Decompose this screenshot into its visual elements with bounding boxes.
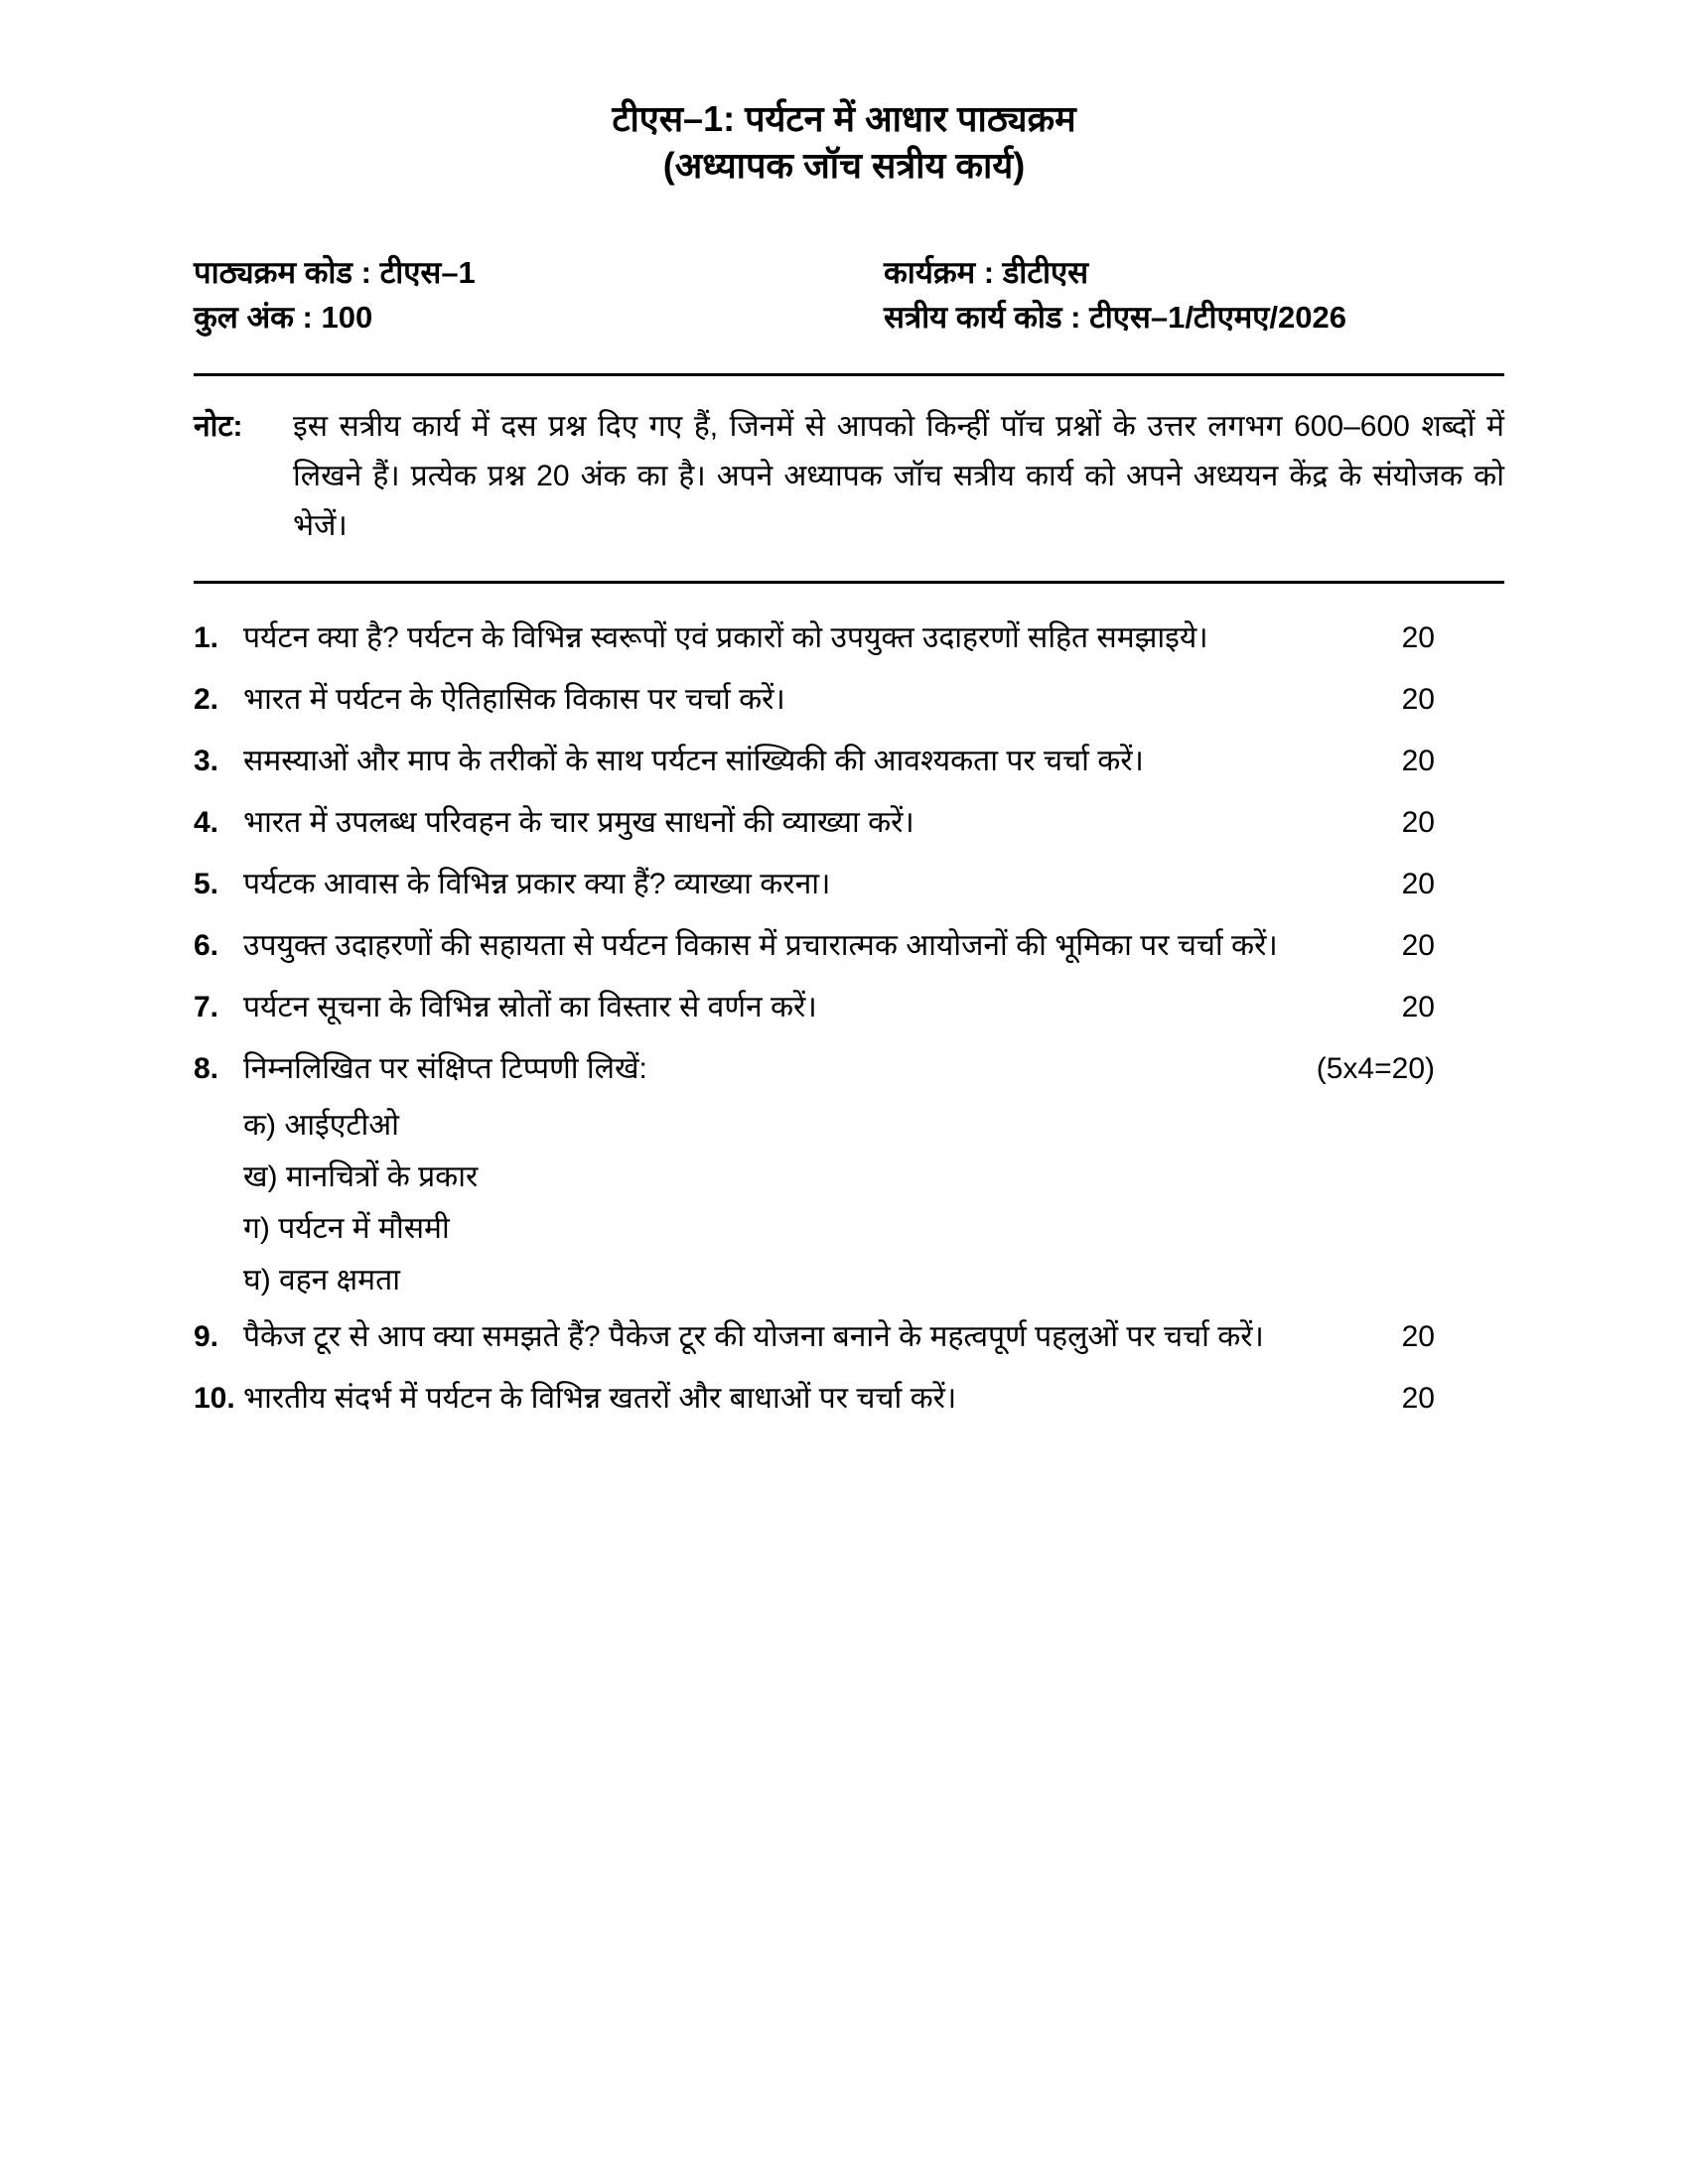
question-text: उपयुक्त उदाहरणों की सहायता से पर्यटन विकास में प्रचारात्मक आयोजनों की भूमिका पर चर्चा करें। <box>243 929 1278 962</box>
question-subitem: ख) मानचित्रों के प्रकार <box>243 1160 479 1193</box>
question-marks: 20 <box>1401 621 1435 654</box>
question-marks: 20 <box>1401 806 1435 839</box>
question-body <box>243 977 1504 1038</box>
divider-bottom <box>194 581 1504 584</box>
course-code: पाठ्यक्रम कोड : टीएस–1 <box>194 255 476 290</box>
question-marks: 20 <box>1401 1320 1435 1353</box>
question-body <box>243 731 1504 792</box>
question-subitems <box>243 1100 1410 1306</box>
question-text: समस्याओं और माप के तरीकों के साथ पर्यटन सांख्यिकी की आवश्यकता पर चर्चा करें। <box>243 745 1144 777</box>
question-number: 10. <box>194 1382 235 1415</box>
question-marks: 20 <box>1401 1382 1435 1415</box>
question-row <box>194 915 1504 977</box>
question-text: भारतीय संदर्भ में पर्यटन के विभिन्न खतरों और बाधाओं पर चर्चा करें। <box>243 1382 957 1415</box>
title-line-2: (अध्यापक जॉच सत्रीय कार्य) <box>662 145 1026 186</box>
question-body <box>243 1038 1504 1306</box>
question-row <box>194 854 1504 915</box>
divider-top <box>194 373 1504 376</box>
question-body <box>243 608 1504 669</box>
question-text: भारत में उपलब्ध परिवहन के चार प्रमुख साधनों की व्याख्या करें। <box>243 806 914 839</box>
assignment-code: सत्रीय कार्य कोड : टीएस–1/टीएमए/2026 <box>884 300 1346 335</box>
question-text: पैकेज टूर से आप क्या समझते हैं? पैकेज टूर की योजना बनाने के महत्वपूर्ण पहलुओं पर चर्चा करें। <box>243 1320 1264 1353</box>
assignment-meta <box>194 250 1504 340</box>
meta-right-column <box>884 250 1504 340</box>
question-marks: 20 <box>1401 929 1435 962</box>
question-number: 8. <box>194 1052 219 1085</box>
question-number: 6. <box>194 929 219 962</box>
question-row <box>194 608 1504 669</box>
document-title <box>0 0 1688 189</box>
note-block <box>194 402 1504 551</box>
note-label: नोट: <box>194 410 243 443</box>
question-list <box>194 608 1504 1430</box>
meta-left-column <box>194 250 476 340</box>
title-line-1: टीएस–1: पर्यटन में आधार पाठ्यक्रम <box>612 98 1076 139</box>
question-text: निम्नलिखित पर संक्षिप्त टिप्पणी लिखें: <box>243 1052 647 1085</box>
question-row <box>194 1368 1504 1430</box>
question-row <box>194 669 1504 731</box>
question-marks: (5x4=20) <box>1316 1052 1435 1085</box>
question-row <box>194 1038 1504 1306</box>
question-number: 9. <box>194 1320 219 1353</box>
note-text: इस सत्रीय कार्य में दस प्रश्न दिए गए हैं, जिनमें से आपको किन्हीं पॉच प्रश्नों के उत्तर लगभग 600–600 शब्दों में लिखने हैं। प्रत्येक प्रश्न 20 अंक का है। अपने अध्यापक जॉच सत्रीय कार्य को अपने अध्ययन केंद्र के संयोजक को भेजें। <box>293 410 1504 542</box>
question-subitem: क) आईएटीओ <box>243 1109 399 1142</box>
question-subitem: ग) पर्यटन में मौसमी <box>243 1212 450 1245</box>
question-text: पर्यटक आवास के विभिन्न प्रकार क्या हैं? व्याख्या करना। <box>243 868 831 900</box>
question-number: 4. <box>194 806 219 839</box>
programme: कार्यक्रम : डीटीएस <box>884 255 1089 290</box>
question-row <box>194 731 1504 792</box>
question-number: 2. <box>194 683 219 716</box>
question-row <box>194 792 1504 854</box>
question-marks: 20 <box>1401 991 1435 1024</box>
question-marks: 20 <box>1401 868 1435 900</box>
page-content <box>194 250 1504 1430</box>
question-body <box>243 854 1504 915</box>
question-subitem: घ) वहन क्षमता <box>243 1264 400 1297</box>
question-body <box>243 915 1504 977</box>
question-row <box>194 1306 1504 1368</box>
question-row <box>194 977 1504 1038</box>
total-marks: कुल अंक : 100 <box>194 300 373 335</box>
question-text: भारत में पर्यटन के ऐतिहासिक विकास पर चर्चा करें। <box>243 683 785 716</box>
question-body <box>243 792 1504 854</box>
question-marks: 20 <box>1401 745 1435 777</box>
question-number: 5. <box>194 868 219 900</box>
question-number: 7. <box>194 991 219 1024</box>
question-marks: 20 <box>1401 683 1435 716</box>
question-body <box>243 1368 1504 1430</box>
question-number: 1. <box>194 621 219 654</box>
question-text: पर्यटन सूचना के विभिन्न स्रोतों का विस्तार से वर्णन करें। <box>243 991 817 1024</box>
question-body <box>243 669 1504 731</box>
question-text: पर्यटन क्या है? पर्यटन के विभिन्न स्वरूपों एवं प्रकारों को उपयुक्त उदाहरणों सहित समझाइये। <box>243 621 1208 654</box>
question-number: 3. <box>194 745 219 777</box>
question-body <box>243 1306 1504 1368</box>
